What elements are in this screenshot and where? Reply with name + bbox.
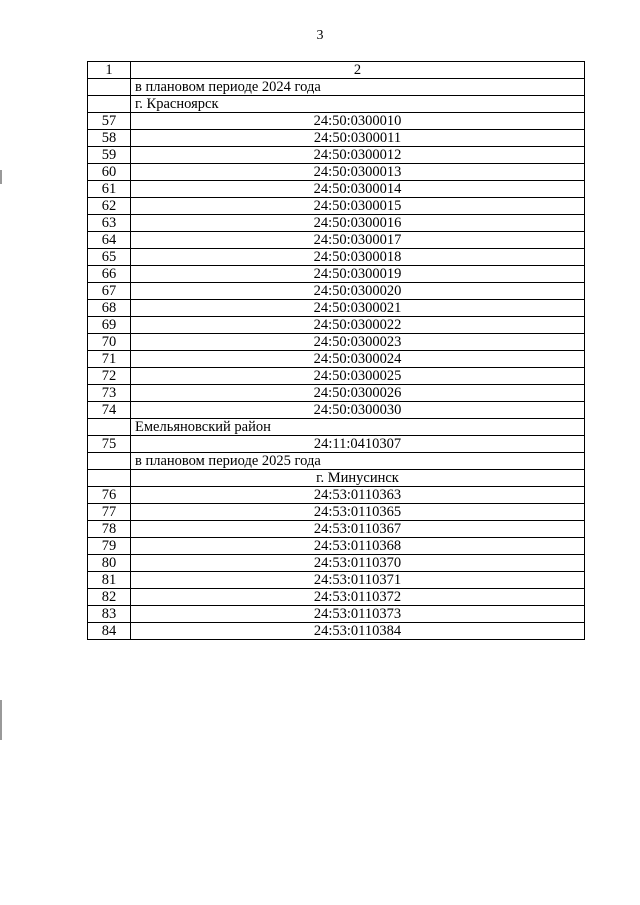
row-number: 67 (88, 283, 131, 300)
row-number: 75 (88, 436, 131, 453)
cadastral-code: 24:50:0300030 (131, 402, 585, 419)
cadastral-code: 24:53:0110373 (131, 606, 585, 623)
row-number: 57 (88, 113, 131, 130)
cadastral-code: 24:50:0300015 (131, 198, 585, 215)
cadastral-code: 24:53:0110372 (131, 589, 585, 606)
row-number: 62 (88, 198, 131, 215)
section-number-cell (88, 96, 131, 113)
table-row (88, 215, 585, 232)
section-row (88, 419, 585, 436)
row-number: 66 (88, 266, 131, 283)
cadastral-code: 24:50:0300025 (131, 368, 585, 385)
header-col-2: 2 (131, 62, 585, 79)
table-row (88, 113, 585, 130)
table-row (88, 402, 585, 419)
table-row (88, 147, 585, 164)
row-number: 71 (88, 351, 131, 368)
table-row (88, 300, 585, 317)
table-header-row (88, 62, 585, 79)
cadastral-code: 24:53:0110384 (131, 623, 585, 640)
cadastral-code: 24:50:0300012 (131, 147, 585, 164)
section-title: г. Минусинск (131, 470, 585, 487)
table-row (88, 181, 585, 198)
row-number: 74 (88, 402, 131, 419)
cadastral-code: 24:50:0300019 (131, 266, 585, 283)
table-row (88, 198, 585, 215)
cadastral-code: 24:50:0300023 (131, 334, 585, 351)
section-title: в плановом периоде 2024 года (131, 79, 585, 96)
row-number: 69 (88, 317, 131, 334)
table-row (88, 334, 585, 351)
cadastral-code: 24:50:0300021 (131, 300, 585, 317)
section-row (88, 453, 585, 470)
table-row (88, 589, 585, 606)
section-row (88, 470, 585, 487)
cadastral-code: 24:53:0110363 (131, 487, 585, 504)
row-number: 63 (88, 215, 131, 232)
cadastral-code: 24:53:0110371 (131, 572, 585, 589)
table-row (88, 164, 585, 181)
scan-edge-mark (0, 700, 2, 740)
section-number-cell (88, 79, 131, 96)
table-row (88, 385, 585, 402)
table-row (88, 504, 585, 521)
row-number: 64 (88, 232, 131, 249)
cadastral-code: 24:50:0300017 (131, 232, 585, 249)
table-row (88, 317, 585, 334)
cadastral-code: 24:11:0410307 (131, 436, 585, 453)
section-title: Емельяновский район (131, 419, 585, 436)
table-row (88, 368, 585, 385)
table-row (88, 521, 585, 538)
row-number: 68 (88, 300, 131, 317)
row-number: 82 (88, 589, 131, 606)
cadastral-code: 24:50:0300016 (131, 215, 585, 232)
table-row (88, 555, 585, 572)
table-row (88, 249, 585, 266)
row-number: 58 (88, 130, 131, 147)
section-row (88, 96, 585, 113)
row-number: 65 (88, 249, 131, 266)
row-number: 70 (88, 334, 131, 351)
row-number: 76 (88, 487, 131, 504)
cadastral-code: 24:50:0300022 (131, 317, 585, 334)
row-number: 77 (88, 504, 131, 521)
section-number-cell (88, 419, 131, 436)
row-number: 80 (88, 555, 131, 572)
header-col-1: 1 (88, 62, 131, 79)
row-number: 60 (88, 164, 131, 181)
cadastral-code: 24:50:0300013 (131, 164, 585, 181)
table-row (88, 130, 585, 147)
row-number: 84 (88, 623, 131, 640)
row-number: 59 (88, 147, 131, 164)
table-row (88, 538, 585, 555)
section-number-cell (88, 470, 131, 487)
cadastral-code: 24:50:0300010 (131, 113, 585, 130)
section-title: в плановом периоде 2025 года (131, 453, 585, 470)
cadastral-code: 24:53:0110368 (131, 538, 585, 555)
cadastral-code: 24:53:0110365 (131, 504, 585, 521)
table-row (88, 487, 585, 504)
cadastral-code: 24:50:0300024 (131, 351, 585, 368)
table-row (88, 232, 585, 249)
section-row (88, 79, 585, 96)
section-title: г. Красноярск (131, 96, 585, 113)
cadastral-code: 24:53:0110367 (131, 521, 585, 538)
table-row (88, 351, 585, 368)
table-row (88, 266, 585, 283)
row-number: 61 (88, 181, 131, 198)
section-number-cell (88, 453, 131, 470)
cadastral-code: 24:50:0300020 (131, 283, 585, 300)
page-number: 3 (316, 28, 324, 43)
row-number: 83 (88, 606, 131, 623)
table-row (88, 572, 585, 589)
row-number: 73 (88, 385, 131, 402)
table-row (88, 623, 585, 640)
scan-edge-mark (0, 170, 2, 184)
cadastral-code: 24:50:0300014 (131, 181, 585, 198)
row-number: 78 (88, 521, 131, 538)
row-number: 79 (88, 538, 131, 555)
cadastral-table (87, 61, 585, 640)
cadastral-code: 24:50:0300018 (131, 249, 585, 266)
table-row (88, 283, 585, 300)
cadastral-code: 24:50:0300011 (131, 130, 585, 147)
table-row (88, 606, 585, 623)
row-number: 81 (88, 572, 131, 589)
cadastral-code: 24:53:0110370 (131, 555, 585, 572)
row-number: 72 (88, 368, 131, 385)
cadastral-code: 24:50:0300026 (131, 385, 585, 402)
table-row (88, 436, 585, 453)
